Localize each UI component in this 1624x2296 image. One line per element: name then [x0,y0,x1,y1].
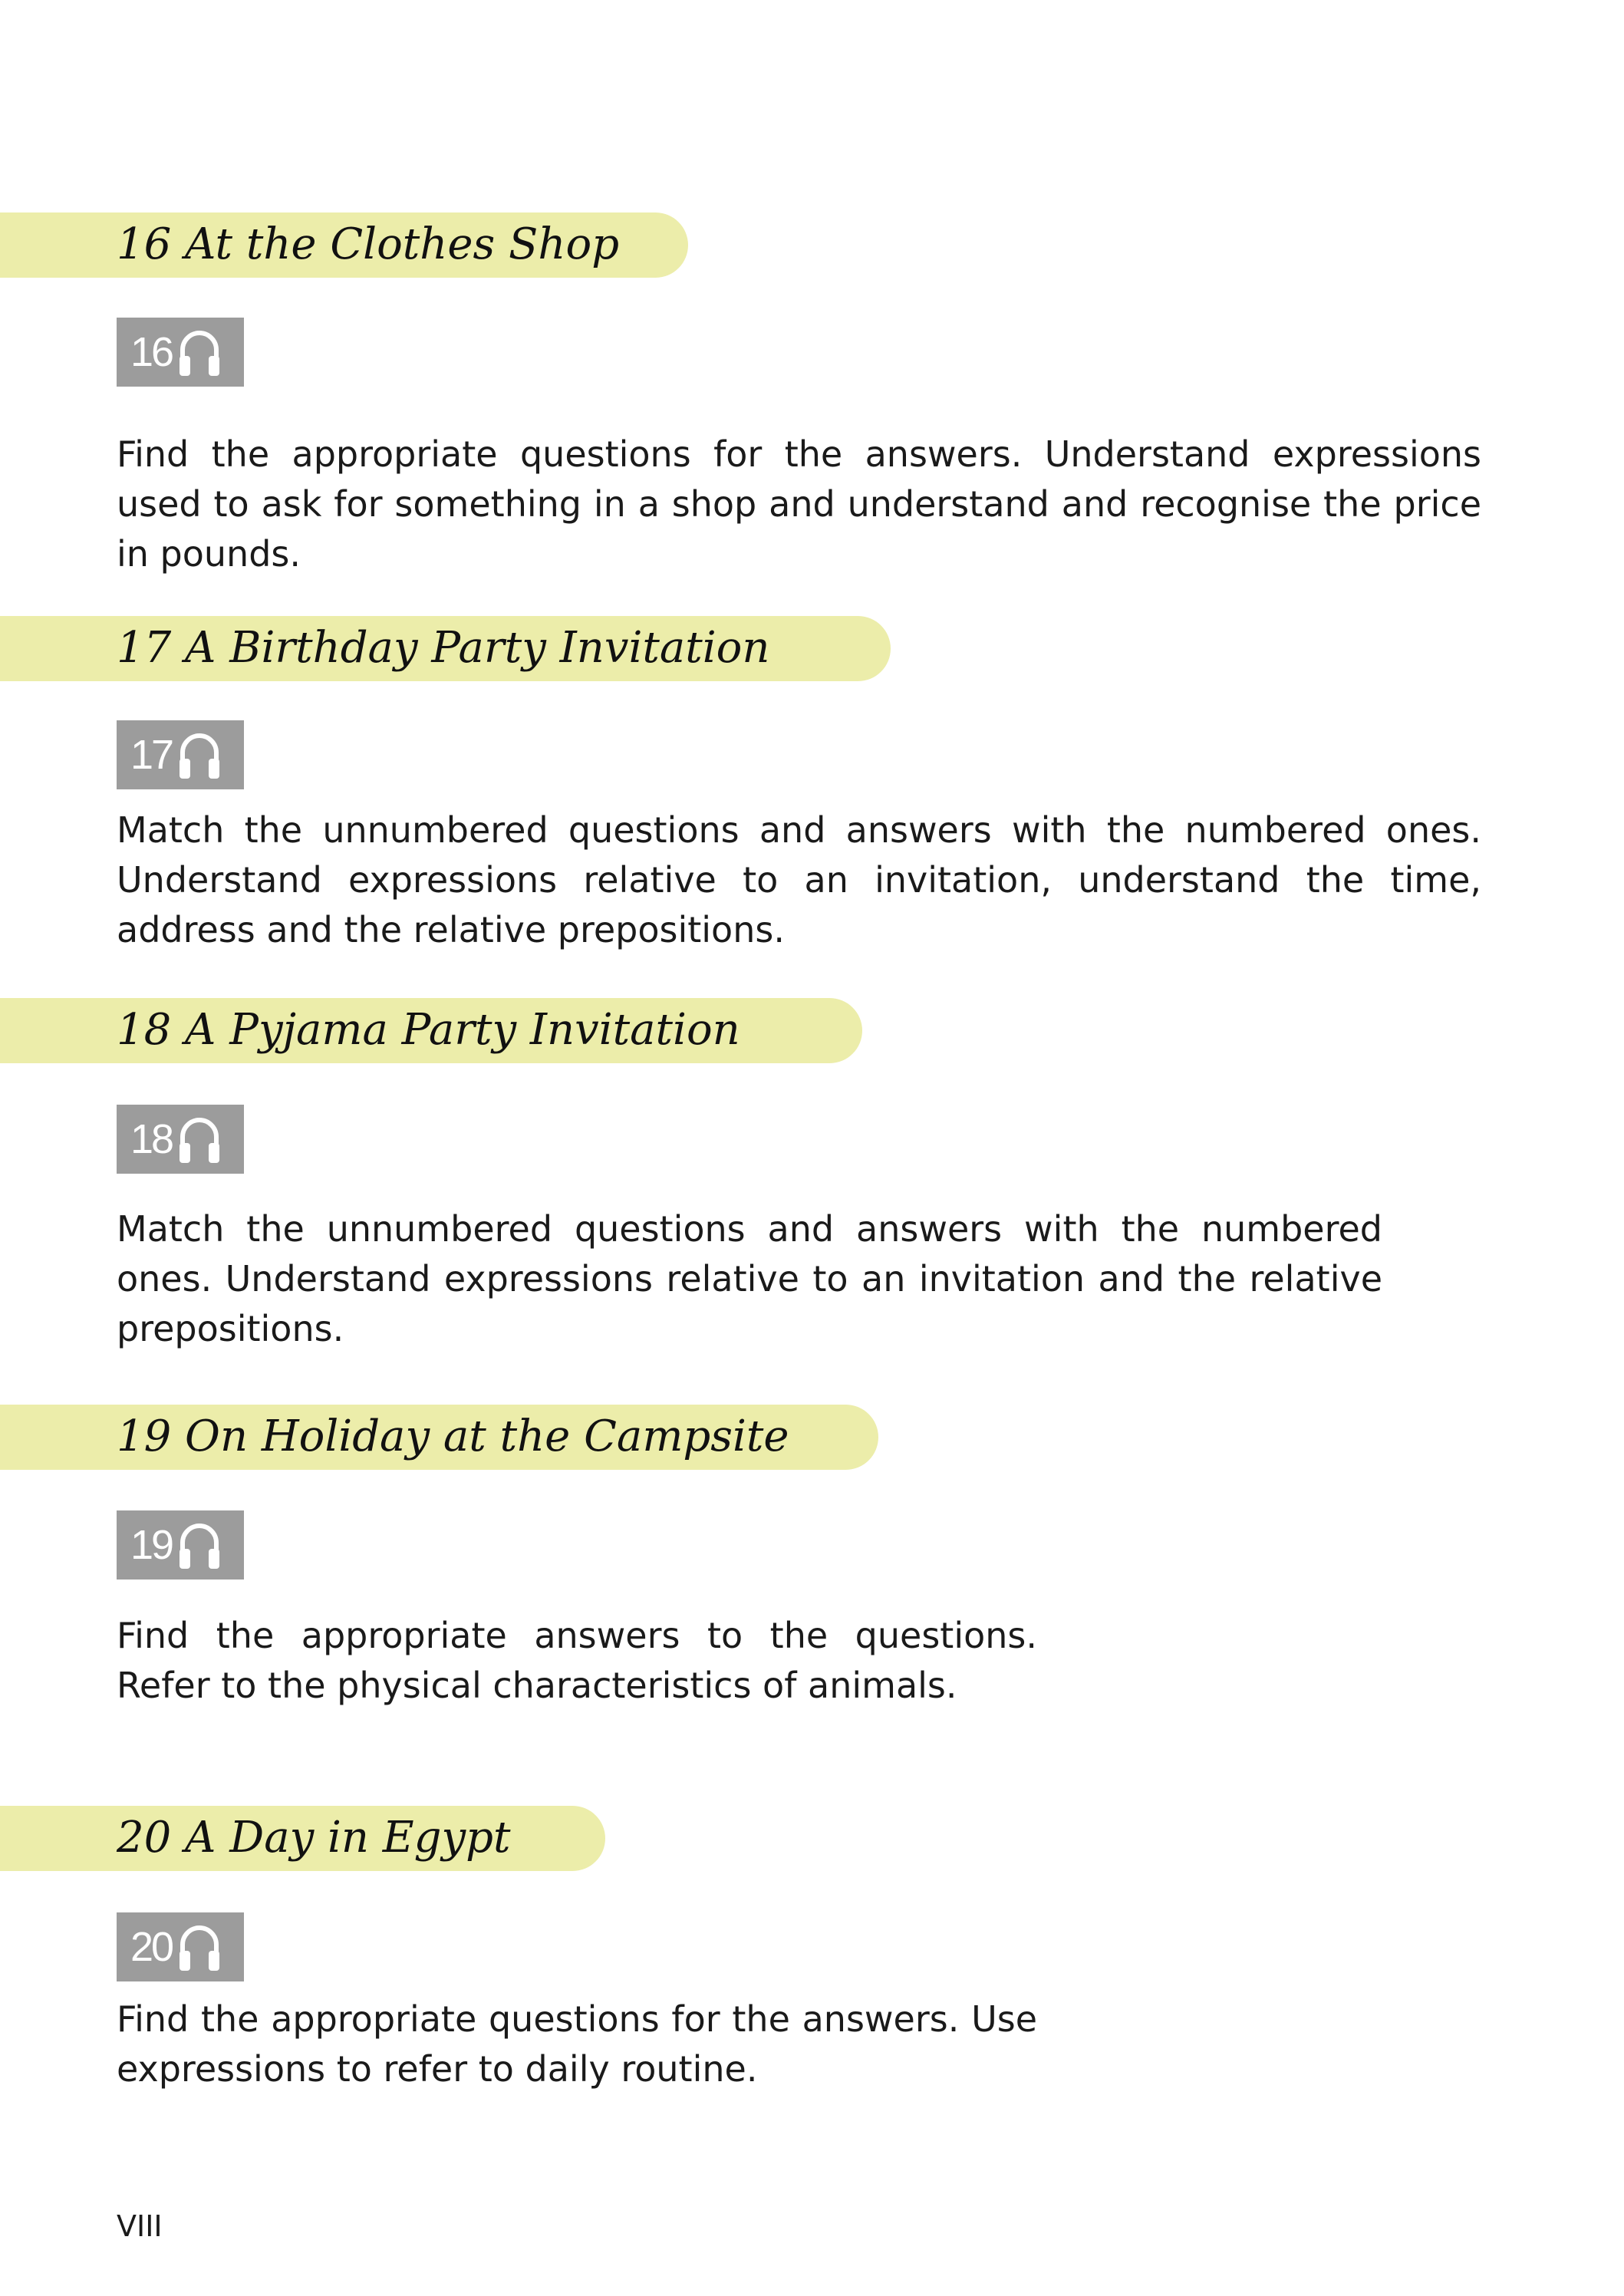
track-number: 16 [130,329,173,375]
headphones-icon [176,1520,222,1570]
section-description: Find the appropriate answers to the questions. Refer to the physical characteristics of animals. [117,1615,1037,1706]
headphones-icon [176,1114,222,1164]
section-title: 19 On Holiday at the Campsite [117,1412,789,1461]
track-number: 17 [130,732,173,778]
audio-track-badge[interactable] [117,318,244,387]
section-description: Find the appropriate questions for the answers. Use expressions to refer to daily routine. [117,1998,1037,2090]
audio-track-badge[interactable] [117,720,244,789]
section-title-banner [0,998,862,1063]
audio-track-badge[interactable] [117,1510,244,1580]
section-description: Match the unnumbered questions and answers with the numbered ones. Understand expressions relative to an invitation, understand the time, address and the relative prepositions. [117,809,1481,950]
section-title: 16 At the Clothes Shop [117,219,620,269]
section-title-banner [0,616,891,681]
headphones-icon [176,327,222,377]
track-number: 20 [130,1924,173,1970]
section-title-banner [0,1806,605,1871]
page-number: VIII [117,2209,163,2243]
section-title-banner [0,212,688,278]
section-title-banner [0,1405,878,1470]
track-number: 19 [130,1522,173,1568]
section-title: 18 A Pyjama Party Invitation [117,1005,740,1055]
headphones-icon [176,1922,222,1972]
section-description: Match the unnumbered questions and answers with the numbered ones. Understand expressions relative to an invitation and the relative prepositions. [117,1208,1382,1349]
track-number: 18 [130,1116,173,1162]
audio-track-badge[interactable] [117,1105,244,1174]
audio-track-badge[interactable] [117,1912,244,1981]
section-title: 17 A Birthday Party Invitation [117,623,770,673]
headphones-icon [176,730,222,780]
section-description: Find the appropriate questions for the answers. Understand expressions used to ask for something in a shop and understand and recognise the price in pounds. [117,433,1481,575]
section-title: 20 A Day in Egypt [117,1813,511,1863]
